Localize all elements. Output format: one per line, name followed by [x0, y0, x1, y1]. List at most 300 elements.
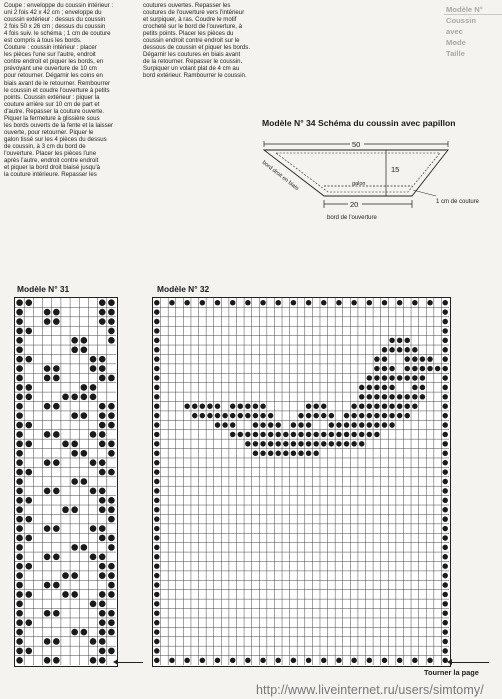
filled-stitch [238, 413, 243, 418]
filled-stitch [81, 346, 88, 353]
filled-stitch [336, 300, 341, 305]
filled-stitch [154, 620, 159, 625]
filled-stitch [154, 516, 159, 521]
filled-stitch [108, 582, 115, 589]
filled-stitch [268, 422, 273, 427]
filled-stitch [283, 432, 288, 437]
filled-stitch [25, 469, 32, 476]
filled-stitch [62, 441, 69, 448]
filled-stitch [99, 610, 106, 617]
filled-stitch [260, 413, 265, 418]
filled-stitch [154, 658, 159, 663]
filled-stitch [16, 431, 23, 438]
filled-stitch [321, 403, 326, 408]
filled-stitch [99, 403, 106, 410]
filled-stitch [90, 553, 97, 560]
filled-stitch [382, 347, 387, 352]
opening-label: bord de l'ouverture [327, 215, 377, 221]
filled-stitch [154, 554, 159, 559]
filled-stitch [412, 300, 417, 305]
filled-stitch [44, 657, 51, 664]
filled-stitch [99, 469, 106, 476]
filled-stitch [215, 658, 220, 663]
filled-stitch [351, 300, 356, 305]
instruction-line: dessous de coussin et piquer les bords. [143, 44, 251, 52]
instruction-line: crocheté sur le bord de l'ouverture, à [143, 23, 243, 31]
filled-stitch [374, 422, 379, 427]
filled-stitch [412, 356, 417, 361]
sidebar-line: avec [446, 27, 463, 36]
filled-stitch [44, 488, 51, 495]
filled-stitch [442, 451, 447, 456]
filled-stitch [16, 422, 23, 429]
filled-stitch [25, 422, 32, 429]
filled-stitch [154, 300, 159, 305]
filled-stitch [367, 658, 372, 663]
filled-stitch [44, 459, 51, 466]
filled-stitch [442, 639, 447, 644]
filled-stitch [230, 432, 235, 437]
filled-stitch [16, 450, 23, 457]
instruction-line: Couture : coussin intérieur : placer [4, 44, 97, 52]
filled-stitch [16, 497, 23, 504]
instruction-line: Dégarnir les coutures en biais avant [143, 51, 241, 59]
filled-stitch [253, 451, 258, 456]
filled-stitch [108, 309, 115, 316]
instruction-line: 2 fois 50 x 26 cm ; dessus du coussin [4, 23, 106, 31]
filled-stitch [108, 441, 115, 448]
filled-stitch [154, 394, 159, 399]
filled-stitch [367, 403, 372, 408]
filled-stitch [16, 563, 23, 570]
filled-stitch [442, 441, 447, 446]
filled-stitch [367, 375, 372, 380]
cushion-schema-diagram [0, 0, 502, 280]
filled-stitch [154, 601, 159, 606]
filled-stitch [245, 441, 250, 446]
filled-stitch [108, 337, 115, 344]
filled-stitch [442, 620, 447, 625]
filled-stitch [44, 403, 51, 410]
filled-stitch [268, 441, 273, 446]
filled-stitch [389, 394, 394, 399]
filled-stitch [412, 658, 417, 663]
filled-stitch [367, 385, 372, 390]
filled-stitch [154, 413, 159, 418]
instruction-line: après l'autre, endroit contre endroit [4, 157, 99, 165]
filled-stitch [374, 394, 379, 399]
instruction-line: bord extérieur. Rambourrer le coussin. [143, 72, 247, 80]
filled-stitch [16, 346, 23, 353]
model-31-title: Modèle N° 31 [17, 284, 70, 294]
filled-stitch [184, 403, 189, 408]
model-32-title: Modèle N° 32 [157, 284, 210, 294]
filled-stitch [359, 422, 364, 427]
filled-stitch [374, 356, 379, 361]
filled-stitch [16, 328, 23, 335]
filled-stitch [154, 592, 159, 597]
filled-stitch [154, 309, 159, 314]
filled-stitch [412, 394, 417, 399]
filled-stitch [253, 413, 258, 418]
filled-stitch [442, 648, 447, 653]
filled-stitch [16, 469, 23, 476]
filled-stitch [108, 563, 115, 570]
filled-stitch [99, 601, 106, 608]
filled-stitch [359, 403, 364, 408]
filled-stitch [154, 573, 159, 578]
filled-stitch [306, 422, 311, 427]
seam-label: 1 cm de couture [436, 199, 480, 205]
filled-stitch [215, 403, 220, 408]
filled-stitch [44, 582, 51, 589]
filled-stitch [154, 460, 159, 465]
instruction-line: coussin endroit contre endroit sur le [143, 37, 240, 45]
filled-stitch [62, 506, 69, 513]
filled-stitch [71, 572, 78, 579]
filled-stitch [53, 403, 60, 410]
filled-stitch [382, 300, 387, 305]
instruction-line: coussin extérieur : dessus du coussin [4, 16, 106, 24]
model-32-chart-grid [152, 297, 451, 667]
filled-stitch [374, 403, 379, 408]
filled-stitch [200, 413, 205, 418]
filled-stitch [108, 572, 115, 579]
filled-stitch [71, 441, 78, 448]
filled-stitch [374, 366, 379, 371]
filled-stitch [71, 506, 78, 513]
filled-stitch [230, 403, 235, 408]
filled-stitch [16, 535, 23, 542]
filled-stitch [16, 394, 23, 401]
filled-stitch [359, 432, 364, 437]
filled-stitch [200, 403, 205, 408]
filled-stitch [16, 648, 23, 655]
filled-stitch [90, 525, 97, 532]
filled-stitch [389, 422, 394, 427]
filled-stitch [283, 441, 288, 446]
filled-stitch [16, 544, 23, 551]
filled-stitch [71, 450, 78, 457]
filled-stitch [16, 403, 23, 410]
instruction-line: points. Coussin extérieur : piquer la [4, 93, 100, 101]
filled-stitch [108, 629, 115, 636]
filled-stitch [442, 394, 447, 399]
filled-stitch [397, 300, 402, 305]
filled-stitch [154, 451, 159, 456]
filled-stitch [245, 432, 250, 437]
filled-stitch [53, 610, 60, 617]
filled-stitch [253, 432, 258, 437]
filled-stitch [215, 422, 220, 427]
filled-stitch [99, 591, 106, 598]
filled-stitch [442, 554, 447, 559]
filled-stitch [99, 629, 106, 636]
filled-stitch [442, 601, 447, 606]
filled-stitch [71, 478, 78, 485]
filled-stitch [108, 412, 115, 419]
filled-stitch [397, 347, 402, 352]
filled-stitch [192, 413, 197, 418]
instruction-line: Coupe : enveloppe du coussin intérieur : [4, 2, 114, 9]
instruction-line: Surpiquer un volant plat de 4 cm au [143, 65, 240, 73]
filled-stitch [184, 658, 189, 663]
filled-stitch [90, 384, 97, 391]
filled-stitch [71, 629, 78, 636]
instruction-line: l'ouverture. Placer les pièces l'une [4, 149, 97, 157]
model-31-stitch-pattern [15, 298, 116, 665]
filled-stitch [44, 553, 51, 560]
filled-stitch [306, 441, 311, 446]
sidebar-line: Taille [446, 49, 465, 58]
filled-stitch [99, 638, 106, 645]
filled-stitch [442, 535, 447, 540]
filled-stitch [16, 441, 23, 448]
filled-stitch [260, 422, 265, 427]
filled-stitch [405, 366, 410, 371]
filled-stitch [108, 610, 115, 617]
instruction-line: prévoyant une ouverture de 10 cm [4, 65, 97, 73]
filled-stitch [99, 506, 106, 513]
filled-stitch [16, 299, 23, 306]
filled-stitch [192, 403, 197, 408]
filled-stitch [71, 337, 78, 344]
filled-stitch [16, 525, 23, 532]
filled-stitch [442, 338, 447, 343]
filled-stitch [397, 413, 402, 418]
filled-stitch [336, 441, 341, 446]
filled-stitch [154, 328, 159, 333]
sidebar-line: Coussin [446, 16, 476, 25]
filled-stitch [291, 300, 296, 305]
filled-stitch [53, 657, 60, 664]
filled-stitch [313, 451, 318, 456]
filled-stitch [53, 459, 60, 466]
filled-stitch [275, 300, 280, 305]
filled-stitch [397, 375, 402, 380]
filled-stitch [230, 300, 235, 305]
filled-stitch [99, 422, 106, 429]
filled-stitch [397, 403, 402, 408]
filled-stitch [374, 385, 379, 390]
filled-stitch [99, 563, 106, 570]
filled-stitch [245, 413, 250, 418]
filled-stitch [16, 459, 23, 466]
filled-stitch [427, 300, 432, 305]
filled-stitch [374, 375, 379, 380]
filled-stitch [99, 619, 106, 626]
filled-stitch [260, 403, 265, 408]
filled-stitch [108, 450, 115, 457]
filled-stitch [268, 413, 273, 418]
filled-stitch [108, 318, 115, 325]
filled-stitch [53, 318, 60, 325]
filled-stitch [99, 318, 106, 325]
filled-stitch [90, 657, 97, 664]
filled-stitch [154, 488, 159, 493]
filled-stitch [25, 384, 32, 391]
filled-stitch [25, 648, 32, 655]
schema-trapezoid [264, 150, 448, 196]
filled-stitch [260, 432, 265, 437]
filled-stitch [359, 385, 364, 390]
filled-stitch [25, 394, 32, 401]
filled-stitch [222, 422, 227, 427]
filled-stitch [16, 619, 23, 626]
filled-stitch [442, 356, 447, 361]
filled-stitch [268, 451, 273, 456]
filled-stitch [374, 413, 379, 418]
model-32-stitch-pattern [153, 298, 449, 665]
filled-stitch [154, 469, 159, 474]
instruction-line: uni 2 fois 42 x 42 cm ; enveloppe du [4, 9, 102, 17]
filled-stitch [442, 498, 447, 503]
filled-stitch [62, 591, 69, 598]
filled-stitch [336, 432, 341, 437]
filled-stitch [99, 648, 106, 655]
filled-stitch [253, 441, 258, 446]
filled-stitch [442, 611, 447, 616]
filled-stitch [99, 657, 106, 664]
filled-stitch [90, 356, 97, 363]
galon-label: galon [352, 181, 366, 187]
filled-stitch [405, 394, 410, 399]
filled-stitch [253, 422, 258, 427]
filled-stitch [154, 498, 159, 503]
filled-stitch [108, 535, 115, 542]
filled-stitch [382, 385, 387, 390]
filled-stitch [99, 431, 106, 438]
filled-stitch [81, 478, 88, 485]
filled-stitch [16, 516, 23, 523]
filled-stitch [154, 338, 159, 343]
filled-stitch [62, 394, 69, 401]
filled-stitch [99, 572, 106, 579]
filled-stitch [184, 300, 189, 305]
filled-stitch [99, 309, 106, 316]
filled-stitch [344, 432, 349, 437]
filled-stitch [336, 422, 341, 427]
filled-stitch [99, 412, 106, 419]
filled-stitch [16, 638, 23, 645]
filled-stitch [321, 413, 326, 418]
filled-stitch [412, 385, 417, 390]
filled-stitch [306, 658, 311, 663]
filled-stitch [260, 441, 265, 446]
filled-stitch [108, 375, 115, 382]
filled-stitch [442, 592, 447, 597]
filled-stitch [397, 338, 402, 343]
filled-stitch [329, 413, 334, 418]
filled-stitch [245, 403, 250, 408]
filled-stitch [44, 638, 51, 645]
filled-stitch [108, 506, 115, 513]
filled-stitch [99, 535, 106, 542]
instruction-line: la couture intérieure. Repasser les [4, 171, 97, 179]
filled-stitch [90, 365, 97, 372]
filled-stitch [389, 338, 394, 343]
filled-stitch [359, 394, 364, 399]
filled-stitch [367, 413, 372, 418]
filled-stitch [275, 422, 280, 427]
filled-stitch [16, 365, 23, 372]
filled-stitch [442, 563, 447, 568]
filled-stitch [16, 572, 23, 579]
filled-stitch [81, 412, 88, 419]
filled-stitch [53, 365, 60, 372]
instruction-line: coutures ouvertes. Repasser les [143, 2, 231, 9]
filled-stitch [16, 375, 23, 382]
filled-stitch [275, 658, 280, 663]
filled-stitch [108, 403, 115, 410]
filled-stitch [99, 459, 106, 466]
instruction-line: et surpiquer, à ras. Coudre le motif [143, 16, 237, 24]
filled-stitch [397, 658, 402, 663]
instruction-line: et piquer la bord droit biaisé jusqu'à [4, 164, 101, 172]
filled-stitch [53, 553, 60, 560]
filled-stitch [154, 356, 159, 361]
filled-stitch [25, 563, 32, 570]
filled-stitch [25, 497, 32, 504]
filled-stitch [420, 375, 425, 380]
filled-stitch [260, 300, 265, 305]
filled-stitch [427, 356, 432, 361]
filled-stitch [405, 403, 410, 408]
filled-stitch [16, 318, 23, 325]
filled-stitch [321, 300, 326, 305]
filled-stitch [16, 337, 23, 344]
filled-stitch [405, 338, 410, 343]
filled-stitch [71, 591, 78, 598]
filled-stitch [382, 375, 387, 380]
filled-stitch [16, 629, 23, 636]
filled-stitch [44, 525, 51, 532]
filled-stitch [108, 648, 115, 655]
filled-stitch [154, 385, 159, 390]
filled-stitch [238, 403, 243, 408]
filled-stitch [99, 525, 106, 532]
filled-stitch [154, 507, 159, 512]
filled-stitch [16, 384, 23, 391]
filled-stitch [405, 347, 410, 352]
filled-stitch [442, 488, 447, 493]
filled-stitch [442, 516, 447, 521]
filled-stitch [81, 384, 88, 391]
filled-stitch [298, 422, 303, 427]
filled-stitch [351, 432, 356, 437]
filled-stitch [291, 441, 296, 446]
instruction-line: les bords ouverts de la fente et la laisser [4, 121, 114, 129]
filled-stitch [291, 422, 296, 427]
filled-stitch [275, 432, 280, 437]
filled-stitch [25, 535, 32, 542]
filled-stitch [313, 441, 318, 446]
filled-stitch [230, 658, 235, 663]
filled-stitch [389, 375, 394, 380]
filled-stitch [389, 347, 394, 352]
filled-stitch [306, 432, 311, 437]
instruction-line: est compris à tous les bords. [4, 37, 82, 45]
filled-stitch [427, 658, 432, 663]
filled-stitch [44, 318, 51, 325]
filled-stitch [397, 394, 402, 399]
filled-stitch [108, 619, 115, 626]
filled-stitch [420, 366, 425, 371]
filled-stitch [44, 309, 51, 316]
filled-stitch [81, 450, 88, 457]
filled-stitch [442, 545, 447, 550]
filled-stitch [53, 488, 60, 495]
